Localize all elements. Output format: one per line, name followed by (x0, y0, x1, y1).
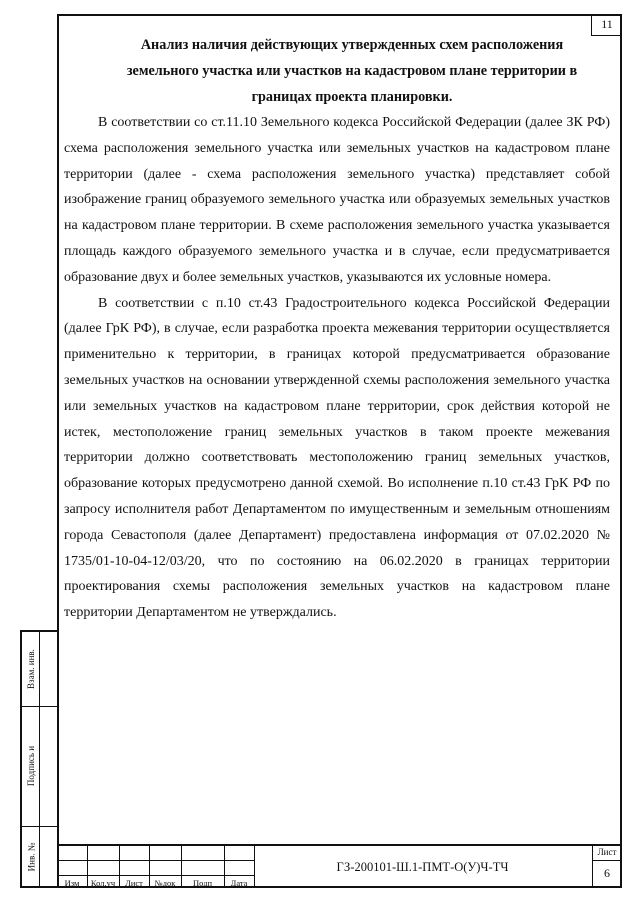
corner-sheet-number: 11 (591, 14, 622, 36)
sheet-number: 6 (604, 866, 610, 880)
paragraph-grk-rf: В соответствии с п.10 ст.43 Градостроительного кодекса Российской Федерации (далее ГрК РФ), в случае, если разработка проекта межевания территории осуществляется применительно к территории, в границах которой предусматривается образование земельных участков на основании утвержденной схемы расположения земельного участка или земельных участков на кадастровом плане территории, срок действия которой не истек, местоположение границ земельных участков в таком проекте межевания территории должно соответствовать местоположению границ земельных участков, образование которых предусмотрено данной схемой. Во исполнение п.10 ст.43 ГрК РФ по запросу исполнителя работ Департаментом по имущественным и земельным отношениям города Севастополя (далее Департамент) предоставлена информация от 07.02.2020 № 1735/01-10-04-12/03/20, что по состоянию на 06.02.2020 в границах территории проектирования схемы расположения земельных участков на кадастровом плане территории Департаментом не утверждались. (64, 295, 610, 621)
column-list: Лист (125, 878, 143, 888)
side-label-replacement-inv: Взам. инв. (26, 649, 37, 689)
sheet-label: Лист (597, 847, 617, 857)
column-ndok: №док (154, 878, 176, 888)
column-kol-uch: Кол.уч (90, 878, 116, 888)
column-podp: Подп (192, 878, 213, 888)
heading-line-3: границах проекта планировки. (251, 89, 453, 105)
document-code: ГЗ-200101-Ш.1-ПМТ-О(У)Ч-ТЧ (336, 859, 509, 874)
heading-line-2: земельного участка или участков на кадастровом плане территории в (126, 63, 578, 79)
title-block (57, 844, 622, 888)
column-izm: Изм (64, 878, 80, 888)
document-body (64, 32, 610, 626)
column-data: Дата (230, 878, 248, 888)
side-label-inv-number: Инв. № (26, 842, 36, 872)
section-heading (64, 32, 610, 110)
paragraph-zk-rf: В соответствии со ст.11.10 Земельного кодекса Российской Федерации (далее ЗК РФ) схема расположения земельного участка или земельных участков на кадастровом плане территории (далее - схема расположения земельного участка) представляет собой изображение границ образуемого земельного участка или образуемых земельных участков на кадастровом плане территории. В схеме расположения земельного участка указывается площадь каждого образуемого земельного участка и в случае, если предусматривается образование двух и более земельных участков, указываются их условные номера. (64, 115, 610, 285)
side-stamp (20, 630, 57, 888)
side-label-signature: Подпись и (26, 745, 36, 787)
heading-line-1: Анализ наличия действующих утвержденных схем расположения (140, 37, 564, 53)
